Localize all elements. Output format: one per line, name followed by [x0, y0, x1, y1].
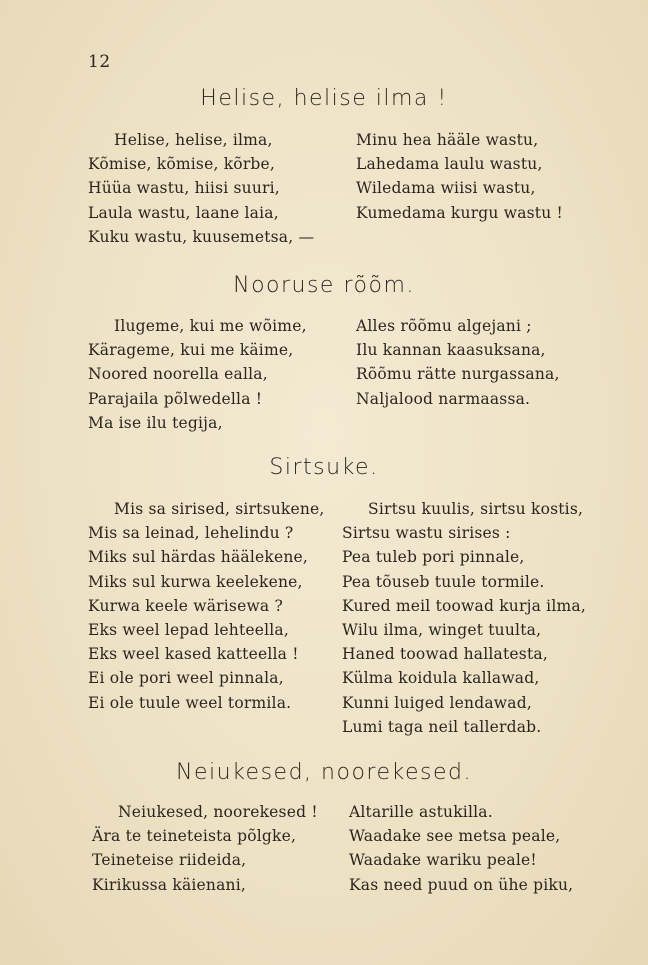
poem-title: Nooruse rõõm. [233, 273, 415, 298]
poem-right-column [356, 314, 560, 411]
verse-line: Eks weel lepad lehteella, [88, 621, 289, 640]
verse-line: Kõmise, kõmise, kõrbe, [88, 155, 276, 174]
verse-line: Pea tuleb pori pinnale, [342, 548, 525, 567]
poem-right-column [342, 497, 586, 739]
verse-line: Wiledama wiisi wastu, [356, 179, 536, 198]
verse-line: Naljalood narmaassa. [356, 389, 531, 408]
verse-line: Ei ole pori weel pinnala, [88, 669, 284, 688]
verse-line: Laula wastu, laane laia, [88, 203, 279, 222]
verse-line: Mis sa leinad, lehelindu ? [88, 524, 294, 543]
verse-line: Mis sa sirised, sirtsukene, [114, 500, 325, 518]
verse-line: Noored noorella ealla, [88, 365, 268, 384]
verse-line: Waadake wariku peale! [349, 851, 537, 870]
poem-right-column [349, 800, 573, 897]
verse-line: Parajaila põlwedella ! [88, 389, 263, 408]
poem-title: Helise, helise ilma ! [200, 86, 448, 111]
verse-line: Kunni luiged lendawad, [342, 693, 532, 712]
verse-line: Lahedama laulu wastu, [356, 155, 543, 174]
verse-line: Kas need puud on ühe piku, [349, 875, 574, 894]
verse-line: Sirtsu kuulis, sirtsu kostis, [368, 500, 584, 518]
verse-line: Hüüa wastu, hiisi suuri, [88, 179, 280, 198]
poem-left-column [88, 314, 307, 435]
poem-left-column [88, 497, 325, 715]
verse-line: Sirtsu wastu sirises : [342, 524, 511, 543]
verse-line: Lumi taga neil tallerdab. [342, 717, 542, 736]
verse-line: Ilu kannan kaasuksana, [356, 341, 546, 360]
verse-line: Waadake see metsa peale, [349, 827, 561, 846]
verse-line: Miks sul kurwa keelekene, [88, 572, 303, 591]
verse-line: Teineteise riideida, [92, 851, 247, 870]
verse-line: Miks sul härdas häälekene, [88, 548, 309, 567]
verse-line: Haned toowad hallatesta, [342, 645, 548, 664]
verse-line: Altarille astukilla. [349, 803, 493, 821]
page-number: 12 [88, 52, 111, 72]
verse-line: Kärageme, kui me käime, [88, 341, 294, 360]
verse-line: Ma ise ilu tegija, [88, 413, 223, 432]
verse-line: Minu hea hääle wastu, [356, 131, 539, 149]
verse-line: Helise, helise, ilma, [114, 131, 273, 149]
verse-line: Ei ole tuule weel tormila. [88, 693, 292, 712]
verse-line: Wilu ilma, winget tuulta, [342, 621, 542, 640]
verse-line: Kumedama kurgu wastu ! [356, 203, 563, 222]
verse-line: Pea tõuseb tuule tormile. [342, 572, 545, 591]
poem-left-column [88, 128, 314, 249]
verse-line: Rõõmu rätte nurgassana, [356, 365, 560, 384]
verse-line: Kuku wastu, kuusemetsa, — [88, 227, 315, 246]
verse-line: Kirikussa käienani, [92, 875, 247, 894]
verse-line: Kurwa keele wärisewa ? [88, 596, 284, 615]
poem-title: Neiukesed, noorekesed. [176, 760, 472, 785]
poem-left-column [92, 800, 318, 897]
poem-right-column [356, 128, 563, 225]
poem-title: Sirtsuke. [269, 455, 379, 480]
verse-line: Eks weel kased katteella ! [88, 645, 299, 664]
verse-line: Külma koidula kallawad, [342, 669, 540, 688]
verse-line: Neiukesed, noorekesed ! [118, 803, 318, 821]
verse-line: Kured meil toowad kurja ilma, [342, 596, 586, 615]
verse-line: Ilugeme, kui me wõime, [114, 317, 307, 335]
verse-line: Alles rõõmu algejani ; [356, 317, 532, 335]
verse-line: Ära te teineteista põlgke, [92, 827, 297, 846]
